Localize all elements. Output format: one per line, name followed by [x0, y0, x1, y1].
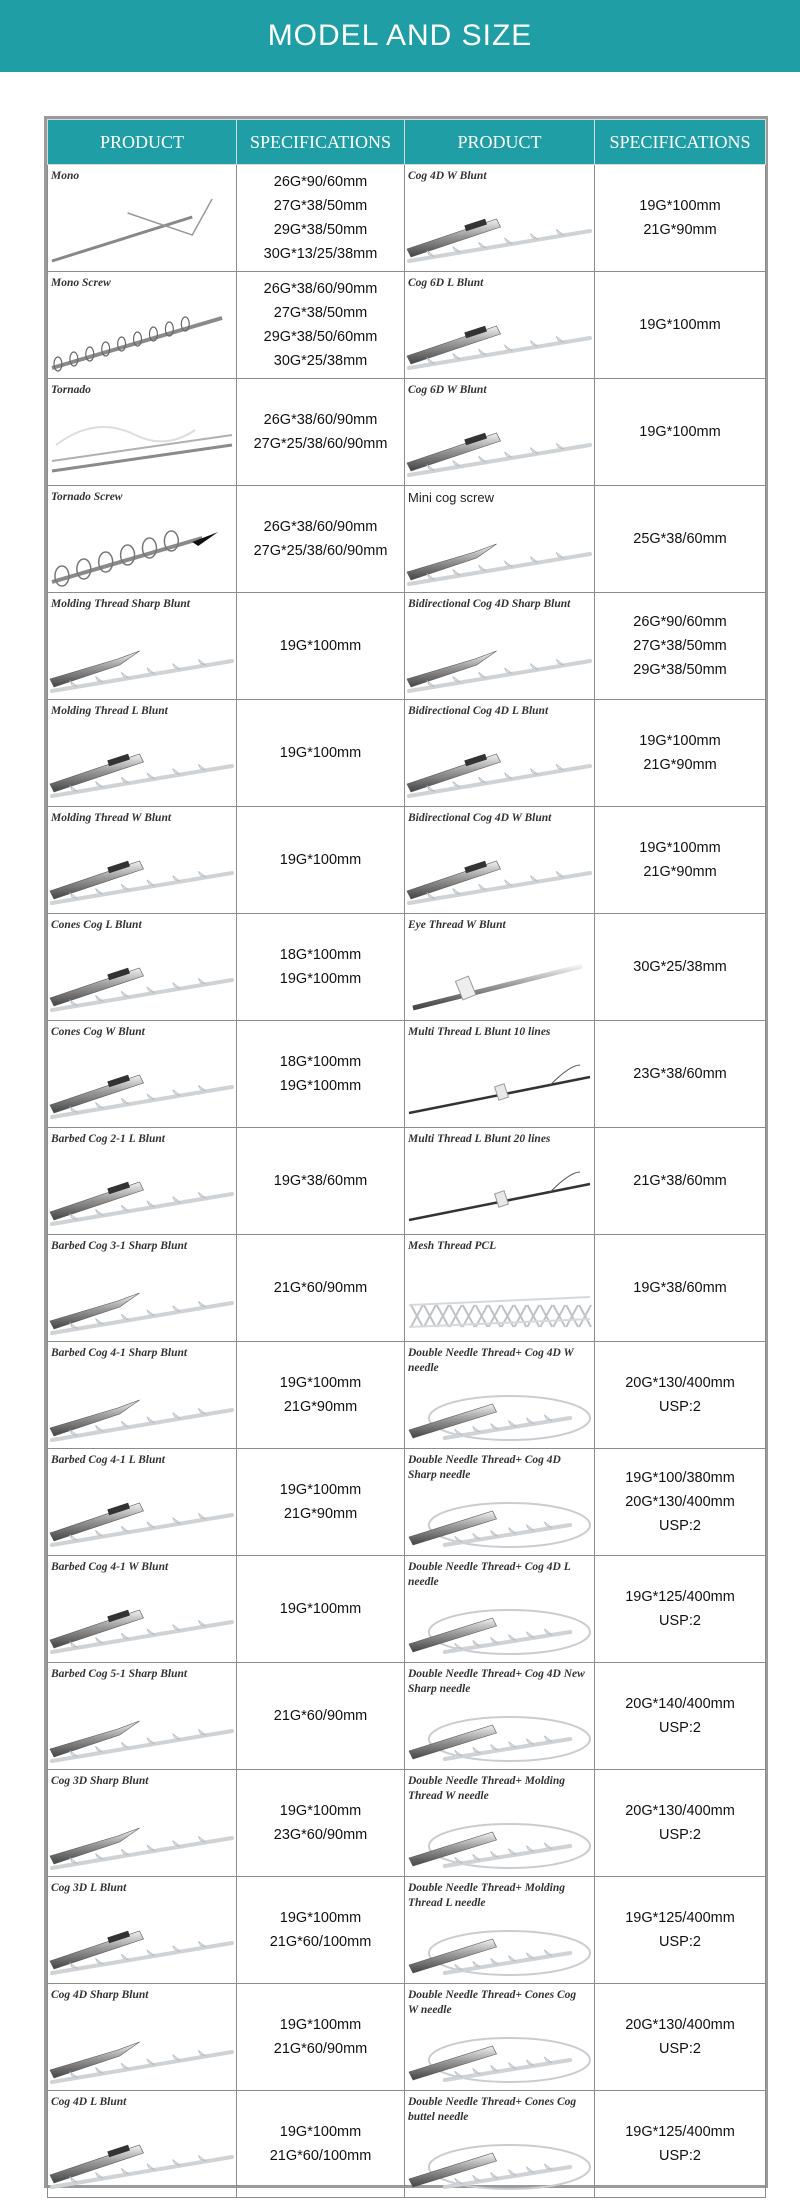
product-name: Mono Screw [51, 277, 111, 289]
spec-value: 19G*100mm [279, 2124, 362, 2140]
spec-value: 20G*130/400mm [625, 2017, 735, 2033]
screw-needle-icon [48, 298, 236, 376]
spec-value: 19G*38/60mm [273, 1173, 368, 1189]
model-size-table [44, 116, 768, 2188]
blunt-cannula-cog-icon [405, 405, 594, 483]
product-cell-right [405, 1342, 595, 1449]
spec-value: USP:2 [659, 1613, 701, 1629]
product-cell-left [48, 807, 237, 914]
product-cell-left [48, 593, 237, 700]
spec-value: 20G*130/400mm [625, 1803, 735, 1819]
blunt-cannula-cog-icon [405, 726, 594, 804]
spec-cell-right [595, 914, 766, 1021]
spec-cell-left [237, 1663, 405, 1770]
spec-value: 30G*25/38mm [273, 353, 368, 369]
product-cell-left [48, 1128, 237, 1235]
blunt-cannula-cog-icon [48, 1154, 236, 1232]
spec-value: 27G*25/38/60/90mm [253, 436, 388, 452]
product-name: Mini cog screw [408, 490, 494, 505]
table-row [48, 1128, 766, 1235]
product-name: Cog 4D L Blunt [51, 2096, 127, 2108]
spec-value: 19G*100mm [279, 1803, 362, 1819]
spec-value: 19G*100mm [279, 1375, 362, 1391]
product-name: Molding Thread L Blunt [51, 705, 168, 717]
spec-cell-right [595, 1021, 766, 1128]
product-cell-right [405, 379, 595, 486]
spec-value: 19G*100mm [279, 745, 362, 761]
product-name: Eye Thread W Blunt [408, 919, 506, 931]
page-title: MODEL AND SIZE [267, 19, 533, 52]
product-name: Barbed Cog 2-1 L Blunt [51, 1133, 165, 1145]
double-needle-thread-icon [405, 2117, 594, 2195]
blunt-cannula-cog-icon [48, 2117, 236, 2195]
spec-cell-right [595, 1235, 766, 1342]
mesh-thread-icon [405, 1261, 594, 1339]
spec-value: 19G*125/400mm [625, 2124, 735, 2140]
product-cell-left [48, 1342, 237, 1449]
product-name: Double Needle Thread+ Cones Cog buttel needle [408, 2096, 577, 2123]
product-name: Bidirectional Cog 4D W Blunt [408, 812, 552, 824]
product-name: Cog 3D Sharp Blunt [51, 1775, 149, 1787]
product-name: Double Needle Thread+ Cog 4D L needle [408, 1561, 571, 1588]
double-needle-thread-icon [405, 1582, 594, 1660]
spec-value: 26G*90/60mm [273, 174, 368, 190]
spec-cell-right [595, 486, 766, 593]
product-cell-right [405, 1556, 595, 1663]
product-name: Cog 6D L Blunt [408, 277, 484, 289]
spec-value: 19G*100mm [639, 840, 721, 856]
spec-value: USP:2 [659, 1399, 701, 1415]
spec-value: 19G*100mm [279, 852, 362, 868]
sharp-cannula-cog-icon [48, 1261, 236, 1339]
blunt-cannula-cog-icon [405, 298, 594, 376]
spec-value: 19G*100mm [279, 1910, 362, 1926]
table-row [48, 2091, 766, 2198]
spec-value: 21G*60/100mm [269, 1934, 372, 1950]
table-row [48, 1984, 766, 2091]
blunt-cannula-cog-icon [405, 191, 594, 269]
product-cell-right [405, 593, 595, 700]
spec-value: 19G*100mm [639, 733, 721, 749]
product-name: Tornado Screw [51, 491, 123, 503]
spec-value: 27G*38/50mm [273, 198, 368, 214]
product-cell-left [48, 165, 237, 272]
spec-value: 20G*130/400mm [625, 1375, 735, 1391]
product-name: Double Needle Thread+ Cog 4D W needle [408, 1347, 574, 1374]
spec-value: USP:2 [659, 2041, 701, 2057]
table-row [48, 165, 766, 272]
blunt-cannula-cog-icon [48, 940, 236, 1018]
blunt-cannula-cog-icon [48, 1582, 236, 1660]
double-needle-thread-icon [405, 2010, 594, 2088]
sharp-cannula-cog-icon [405, 512, 594, 590]
product-name: Bidirectional Cog 4D Sharp Blunt [408, 598, 571, 610]
spec-cell-left [237, 593, 405, 700]
product-name: Double Needle Thread+ Cones Cog W needle [408, 1989, 577, 2016]
spec-value: 19G*100mm [639, 424, 721, 440]
table-row [48, 272, 766, 379]
spec-cell-right [595, 1342, 766, 1449]
product-name: Double Needle Thread+ Cog 4D New Sharp needle [408, 1668, 585, 1695]
table-row [48, 1556, 766, 1663]
product-name: Bidirectional Cog 4D L Blunt [408, 705, 549, 717]
product-name: Double Needle Thread+ Molding Thread L needle [408, 1882, 566, 1909]
sharp-cannula-cog-icon [405, 619, 594, 697]
product-cell-right [405, 700, 595, 807]
spec-value: 19G*100mm [279, 1601, 362, 1617]
spec-cell-left [237, 165, 405, 272]
spec-cell-left [237, 272, 405, 379]
product-cell-right [405, 807, 595, 914]
product-cell-left [48, 1235, 237, 1342]
table-row [48, 1021, 766, 1128]
product-cell-right [405, 165, 595, 272]
spec-cell-left [237, 1556, 405, 1663]
table-row [48, 1342, 766, 1449]
spec-value: 20G*140/400mm [625, 1696, 735, 1712]
product-cell-right [405, 2091, 595, 2198]
spec-cell-right [595, 700, 766, 807]
product-name: Cog 3D L Blunt [51, 1882, 127, 1894]
spec-value: USP:2 [659, 1720, 701, 1736]
spec-value: 19G*125/400mm [625, 1910, 735, 1926]
spec-cell-left [237, 1449, 405, 1556]
spec-value: 25G*38/60mm [633, 531, 727, 547]
product-name: Tornado [51, 384, 91, 396]
spec-value: 21G*38/60mm [633, 1173, 727, 1189]
spec-value: 21G*90mm [643, 222, 717, 238]
product-name: Mono [51, 170, 80, 182]
spec-cell-left [237, 1128, 405, 1235]
header-specifications-left: SPECIFICATIONS [237, 120, 405, 165]
spec-cell-right [595, 379, 766, 486]
table-row [48, 914, 766, 1021]
spec-value: 26G*38/60/90mm [263, 281, 378, 297]
spec-cell-right [595, 1663, 766, 1770]
header-specifications-right: SPECIFICATIONS [595, 120, 766, 165]
spec-value: 21G*90mm [283, 1399, 358, 1415]
table-row [48, 807, 766, 914]
product-cell-right [405, 1021, 595, 1128]
product-cell-left [48, 272, 237, 379]
spec-value: 18G*100mm [279, 947, 362, 963]
spec-value: 21G*60/90mm [273, 1280, 368, 1296]
spec-cell-left [237, 1021, 405, 1128]
double-needle-thread-icon [405, 1903, 594, 1981]
product-cell-right [405, 1984, 595, 2091]
spec-cell-left [237, 1235, 405, 1342]
product-name: Mesh Thread PCL [408, 1240, 497, 1252]
spec-value: 19G*125/400mm [625, 1589, 735, 1605]
table-row [48, 1770, 766, 1877]
blunt-cannula-cog-icon [48, 1047, 236, 1125]
spec-value: 23G*38/60mm [633, 1066, 727, 1082]
table-row [48, 379, 766, 486]
spec-value: 20G*130/400mm [625, 1494, 735, 1510]
double-needle-thread-icon [405, 1689, 594, 1767]
spec-value: 29G*38/50mm [633, 662, 727, 678]
multi-thread-needle-icon [405, 1047, 594, 1125]
spec-value: 19G*100mm [639, 198, 721, 214]
product-name: Molding Thread W Blunt [51, 812, 172, 824]
spec-cell-right [595, 2091, 766, 2198]
spec-value: 19G*100mm [639, 317, 721, 333]
spec-cell-right [595, 593, 766, 700]
spec-value: 21G*90mm [643, 757, 717, 773]
blunt-cannula-cog-icon [48, 1475, 236, 1553]
spec-value: 29G*38/50mm [273, 222, 368, 238]
product-name: Cog 4D Sharp Blunt [51, 1989, 149, 2001]
sharp-cannula-cog-icon [48, 1796, 236, 1874]
product-name: Cog 6D W Blunt [408, 384, 487, 396]
spec-cell-left [237, 807, 405, 914]
spec-cell-left [237, 1877, 405, 1984]
spec-value: 21G*60/90mm [273, 1708, 368, 1724]
spec-cell-right [595, 1984, 766, 2091]
table-row [48, 1449, 766, 1556]
spec-cell-left [237, 2091, 405, 2198]
spec-value: 26G*38/60/90mm [263, 519, 378, 535]
double-needle-thread-icon [405, 1475, 594, 1553]
spec-value: 23G*60/90mm [273, 1827, 368, 1843]
sharp-cannula-cog-icon [48, 2010, 236, 2088]
spec-cell-right [595, 272, 766, 379]
spec-cell-left [237, 1984, 405, 2091]
double-needle-thread-icon [405, 1368, 594, 1446]
spec-value: 19G*100/380mm [625, 1470, 735, 1486]
product-cell-right [405, 1663, 595, 1770]
tornado-screw-needle-icon [48, 512, 236, 590]
table-row [48, 593, 766, 700]
product-cell-left [48, 2091, 237, 2198]
spec-value: 19G*100mm [279, 638, 362, 654]
product-cell-right [405, 1877, 595, 1984]
product-name: Multi Thread L Blunt 10 lines [408, 1026, 551, 1038]
spec-value: 19G*100mm [279, 1078, 362, 1094]
product-cell-right [405, 1449, 595, 1556]
product-cell-left [48, 1877, 237, 1984]
spec-value: 19G*100mm [279, 1482, 362, 1498]
spec-value: USP:2 [659, 1518, 701, 1534]
spec-value: 27G*25/38/60/90mm [253, 543, 388, 559]
spec-value: 21G*90mm [643, 864, 717, 880]
product-cell-left [48, 1556, 237, 1663]
sharp-cannula-cog-icon [48, 619, 236, 697]
spec-cell-left [237, 914, 405, 1021]
spec-cell-left [237, 486, 405, 593]
product-name: Barbed Cog 3-1 Sharp Blunt [51, 1240, 188, 1252]
spec-value: USP:2 [659, 1827, 701, 1843]
spec-cell-right [595, 1877, 766, 1984]
spec-value: 29G*38/50/60mm [263, 329, 378, 345]
product-cell-left [48, 1770, 237, 1877]
spec-cell-right [595, 1556, 766, 1663]
blunt-cannula-cog-icon [48, 1903, 236, 1981]
product-name: Double Needle Thread+ Molding Thread W needle [408, 1775, 566, 1802]
table-row [48, 1235, 766, 1342]
product-cell-left [48, 700, 237, 807]
spec-value: 27G*38/50mm [273, 305, 368, 321]
double-needle-thread-icon [405, 1796, 594, 1874]
product-name: Barbed Cog 4-1 W Blunt [51, 1561, 169, 1573]
spec-value: 19G*38/60mm [633, 1280, 727, 1296]
product-name: Barbed Cog 4-1 Sharp Blunt [51, 1347, 188, 1359]
spec-value: 26G*38/60/90mm [263, 412, 378, 428]
product-cell-left [48, 379, 237, 486]
multi-thread-needle-icon [405, 1154, 594, 1232]
spec-cell-left [237, 1770, 405, 1877]
spec-cell-right [595, 1770, 766, 1877]
product-cell-left [48, 1984, 237, 2091]
spec-cell-left [237, 1342, 405, 1449]
product-name: Cones Cog W Blunt [51, 1026, 145, 1038]
spec-cell-left [237, 700, 405, 807]
spec-cell-right [595, 807, 766, 914]
product-cell-left [48, 1663, 237, 1770]
spec-value: 21G*60/90mm [273, 2041, 368, 2057]
product-name: Cog 4D W Blunt [408, 170, 487, 182]
product-name: Molding Thread Sharp Blunt [51, 598, 191, 610]
product-name: Double Needle Thread+ Cog 4D Sharp needle [408, 1454, 561, 1481]
product-cell-left [48, 1021, 237, 1128]
product-cell-right [405, 486, 595, 593]
spec-value: 30G*13/25/38mm [263, 246, 378, 262]
product-cell-left [48, 486, 237, 593]
spec-value: USP:2 [659, 2148, 701, 2164]
sharp-cannula-cog-icon [48, 1689, 236, 1767]
product-cell-left [48, 914, 237, 1021]
product-name: Barbed Cog 5-1 Sharp Blunt [51, 1668, 188, 1680]
blunt-cannula-cog-icon [48, 833, 236, 911]
header-product-right: PRODUCT [405, 120, 595, 165]
sharp-cannula-cog-icon [48, 1368, 236, 1446]
spec-value: 18G*100mm [279, 1054, 362, 1070]
mono-needle-icon [48, 191, 236, 269]
product-name: Multi Thread L Blunt 20 lines [408, 1133, 551, 1145]
table-row [48, 700, 766, 807]
spec-value: 27G*38/50mm [633, 638, 727, 654]
spec-value: 30G*25/38mm [633, 959, 727, 975]
product-cell-right [405, 1235, 595, 1342]
table-row [48, 486, 766, 593]
product-cell-left [48, 1449, 237, 1556]
spec-cell-right [595, 1449, 766, 1556]
table-row [48, 1663, 766, 1770]
product-cell-right [405, 272, 595, 379]
spec-cell-right [595, 165, 766, 272]
table-header-row [48, 120, 766, 165]
product-cell-right [405, 914, 595, 1021]
product-cell-right [405, 1770, 595, 1877]
spec-value: 21G*90mm [283, 1506, 358, 1522]
spec-value: 19G*100mm [279, 2017, 362, 2033]
table-row [48, 1877, 766, 1984]
spec-value: 19G*100mm [279, 971, 362, 987]
blunt-cannula-cog-icon [405, 833, 594, 911]
spec-value: 21G*60/100mm [269, 2148, 372, 2164]
page-banner [0, 0, 800, 72]
product-name: Barbed Cog 4-1 L Blunt [51, 1454, 165, 1466]
tornado-needle-icon [48, 405, 236, 483]
spec-value: USP:2 [659, 1934, 701, 1950]
header-product-left: PRODUCT [48, 120, 237, 165]
blunt-cannula-cog-icon [48, 726, 236, 804]
product-cell-right [405, 1128, 595, 1235]
eye-thread-needle-icon [405, 940, 594, 1018]
product-name: Cones Cog L Blunt [51, 919, 142, 931]
spec-cell-left [237, 379, 405, 486]
spec-cell-right [595, 1128, 766, 1235]
spec-value: 26G*90/60mm [633, 614, 727, 630]
